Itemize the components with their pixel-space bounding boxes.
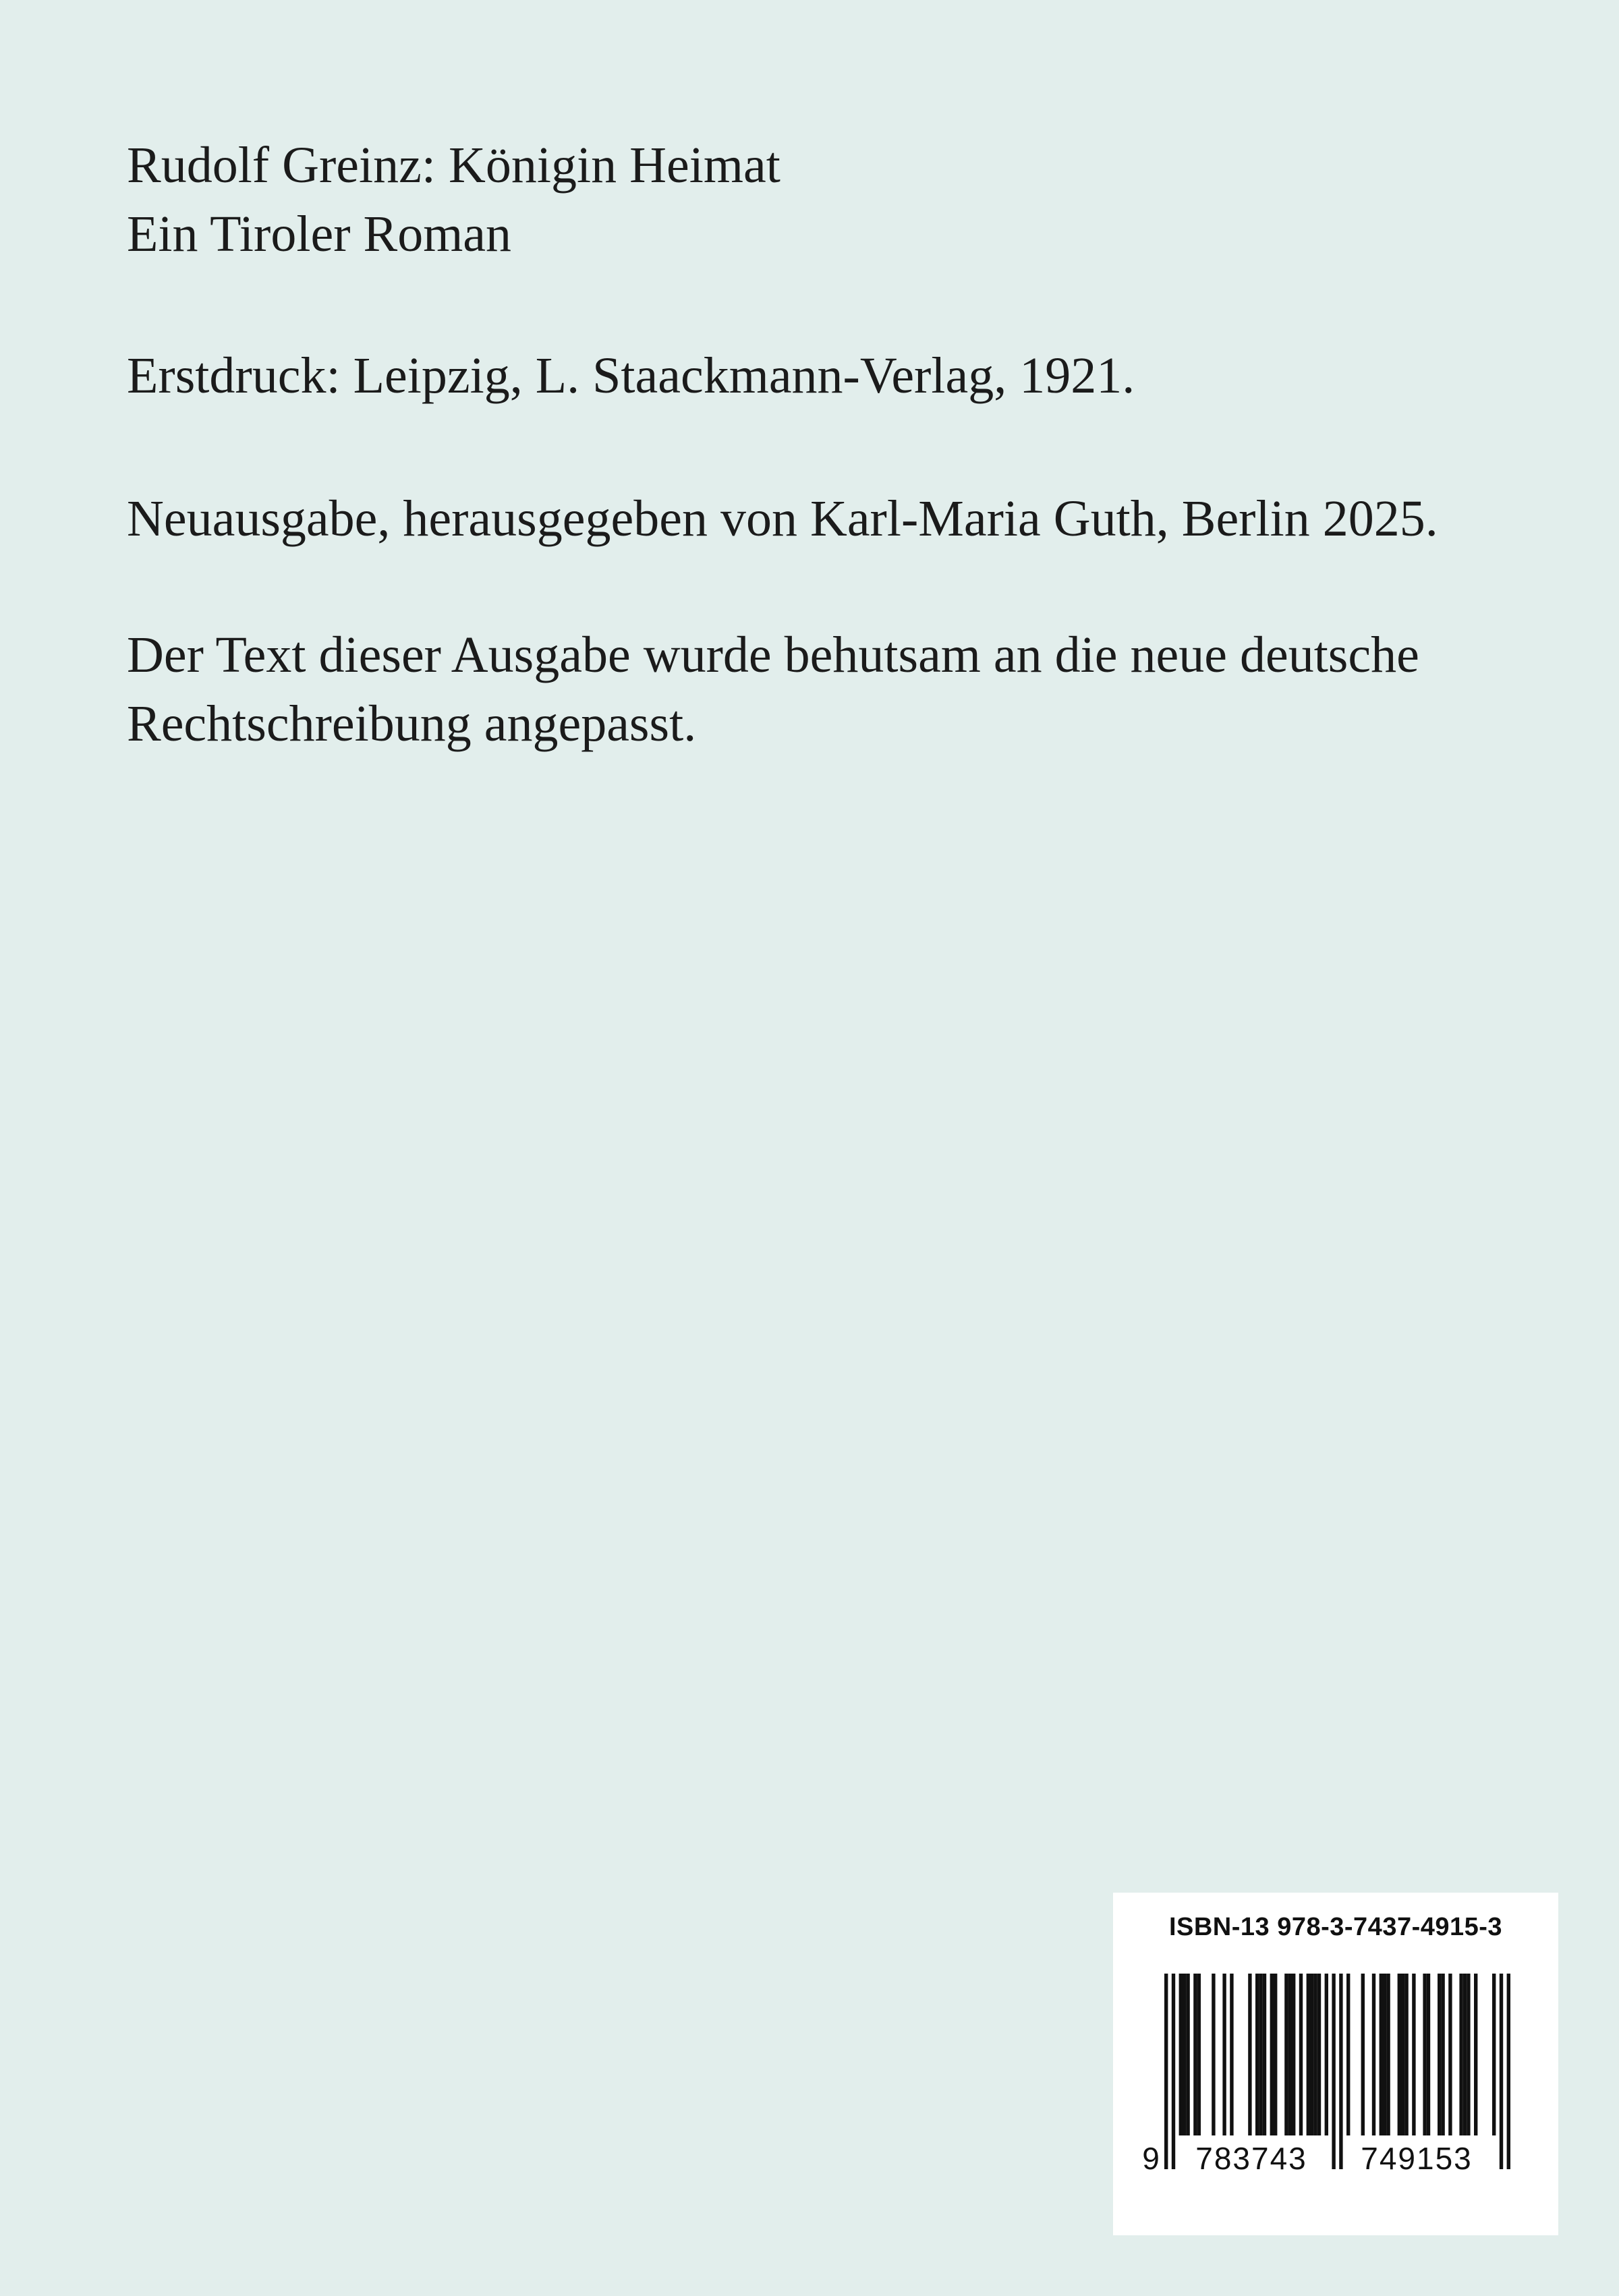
barcode-bar	[1299, 1974, 1303, 2135]
barcode-bar	[1361, 1974, 1365, 2135]
barcode-bar	[1332, 1974, 1335, 2169]
isbn-barcode-box	[1113, 1893, 1558, 2235]
barcode-bar	[1317, 1974, 1321, 2135]
barcode-bar	[1492, 1974, 1496, 2135]
barcode-bar	[1339, 1974, 1342, 2169]
barcode-bar	[1398, 1974, 1401, 2135]
barcode-bar	[1230, 1974, 1233, 2135]
barcode-bar	[1463, 1974, 1467, 2135]
barcode-bar	[1164, 1974, 1168, 2169]
barcode-bar	[1404, 1974, 1408, 2135]
isbn-label: ISBN-13 978-3-7437-4915-3	[1168, 1913, 1503, 1941]
orthography-note	[127, 621, 1419, 758]
new-edition-text: Neuausgabe, herausgegeben von Karl-Maria Guth, Berlin 2025.	[127, 490, 1438, 547]
barcode-bar	[1313, 1974, 1317, 2135]
isbn-barcode	[1140, 1974, 1531, 2176]
barcode-bar	[1186, 1974, 1189, 2135]
barcode-bar	[1179, 1974, 1183, 2135]
barcode-bar	[1193, 1974, 1197, 2135]
orthography-note-line-2: Rechtschreibung angepasst.	[127, 695, 697, 752]
barcode-bar	[1427, 1974, 1430, 2135]
barcode-bar	[1274, 1974, 1277, 2135]
barcode-bar	[1288, 1974, 1292, 2135]
barcode-bar	[1222, 1974, 1226, 2135]
first-print-text: Erstdruck: Leipzig, L. Staackmann-Verlag, 1921.	[127, 347, 1135, 404]
barcode-bar	[1248, 1974, 1251, 2135]
new-edition-info	[127, 484, 1438, 553]
barcode-bar	[1459, 1974, 1462, 2135]
barcode-bar	[1383, 1974, 1386, 2135]
first-print-info	[127, 341, 1135, 410]
book-title: Rudolf Greinz: Königin Heimat	[127, 137, 780, 194]
title-block	[127, 131, 780, 268]
orthography-note-line-1: Der Text dieser Ausgabe wurde behutsam an die neue deutsche	[127, 627, 1419, 683]
barcode-left-digits: 783743	[1195, 2141, 1307, 2176]
barcode-bar	[1346, 1974, 1350, 2135]
barcode-bar	[1270, 1974, 1274, 2135]
barcode-bar	[1467, 1974, 1470, 2135]
barcode-bar	[1292, 1974, 1295, 2135]
barcode-bar	[1412, 1974, 1415, 2135]
barcode-right-digits: 749153	[1361, 2141, 1473, 2176]
barcode-bar	[1474, 1974, 1477, 2135]
book-subtitle: Ein Tiroler Roman	[127, 206, 512, 262]
barcode-first-digit: 9	[1142, 2141, 1160, 2176]
barcode-bars	[1164, 1974, 1510, 2169]
barcode-bar	[1401, 1974, 1404, 2135]
barcode-bar	[1284, 1974, 1288, 2135]
barcode-bar	[1380, 1974, 1383, 2135]
barcode-bar	[1172, 1974, 1175, 2169]
barcode-bar	[1255, 1974, 1259, 2135]
barcode-bar	[1310, 1974, 1313, 2135]
barcode-bar	[1183, 1974, 1186, 2135]
barcode-bar	[1386, 1974, 1390, 2135]
barcode-bar	[1259, 1974, 1262, 2135]
barcode-bar	[1423, 1974, 1426, 2135]
barcode-bar	[1212, 1974, 1215, 2135]
barcode-bar	[1325, 1974, 1328, 2135]
barcode-bar	[1507, 1974, 1510, 2169]
barcode-bar	[1263, 1974, 1266, 2135]
barcode-bar	[1438, 1974, 1441, 2135]
barcode-bar	[1197, 1974, 1201, 2135]
barcode-bar	[1372, 1974, 1375, 2135]
barcode-bar	[1500, 1974, 1503, 2169]
barcode-bar	[1441, 1974, 1444, 2135]
barcode-bar	[1307, 1974, 1310, 2135]
barcode-bar	[1448, 1974, 1452, 2135]
